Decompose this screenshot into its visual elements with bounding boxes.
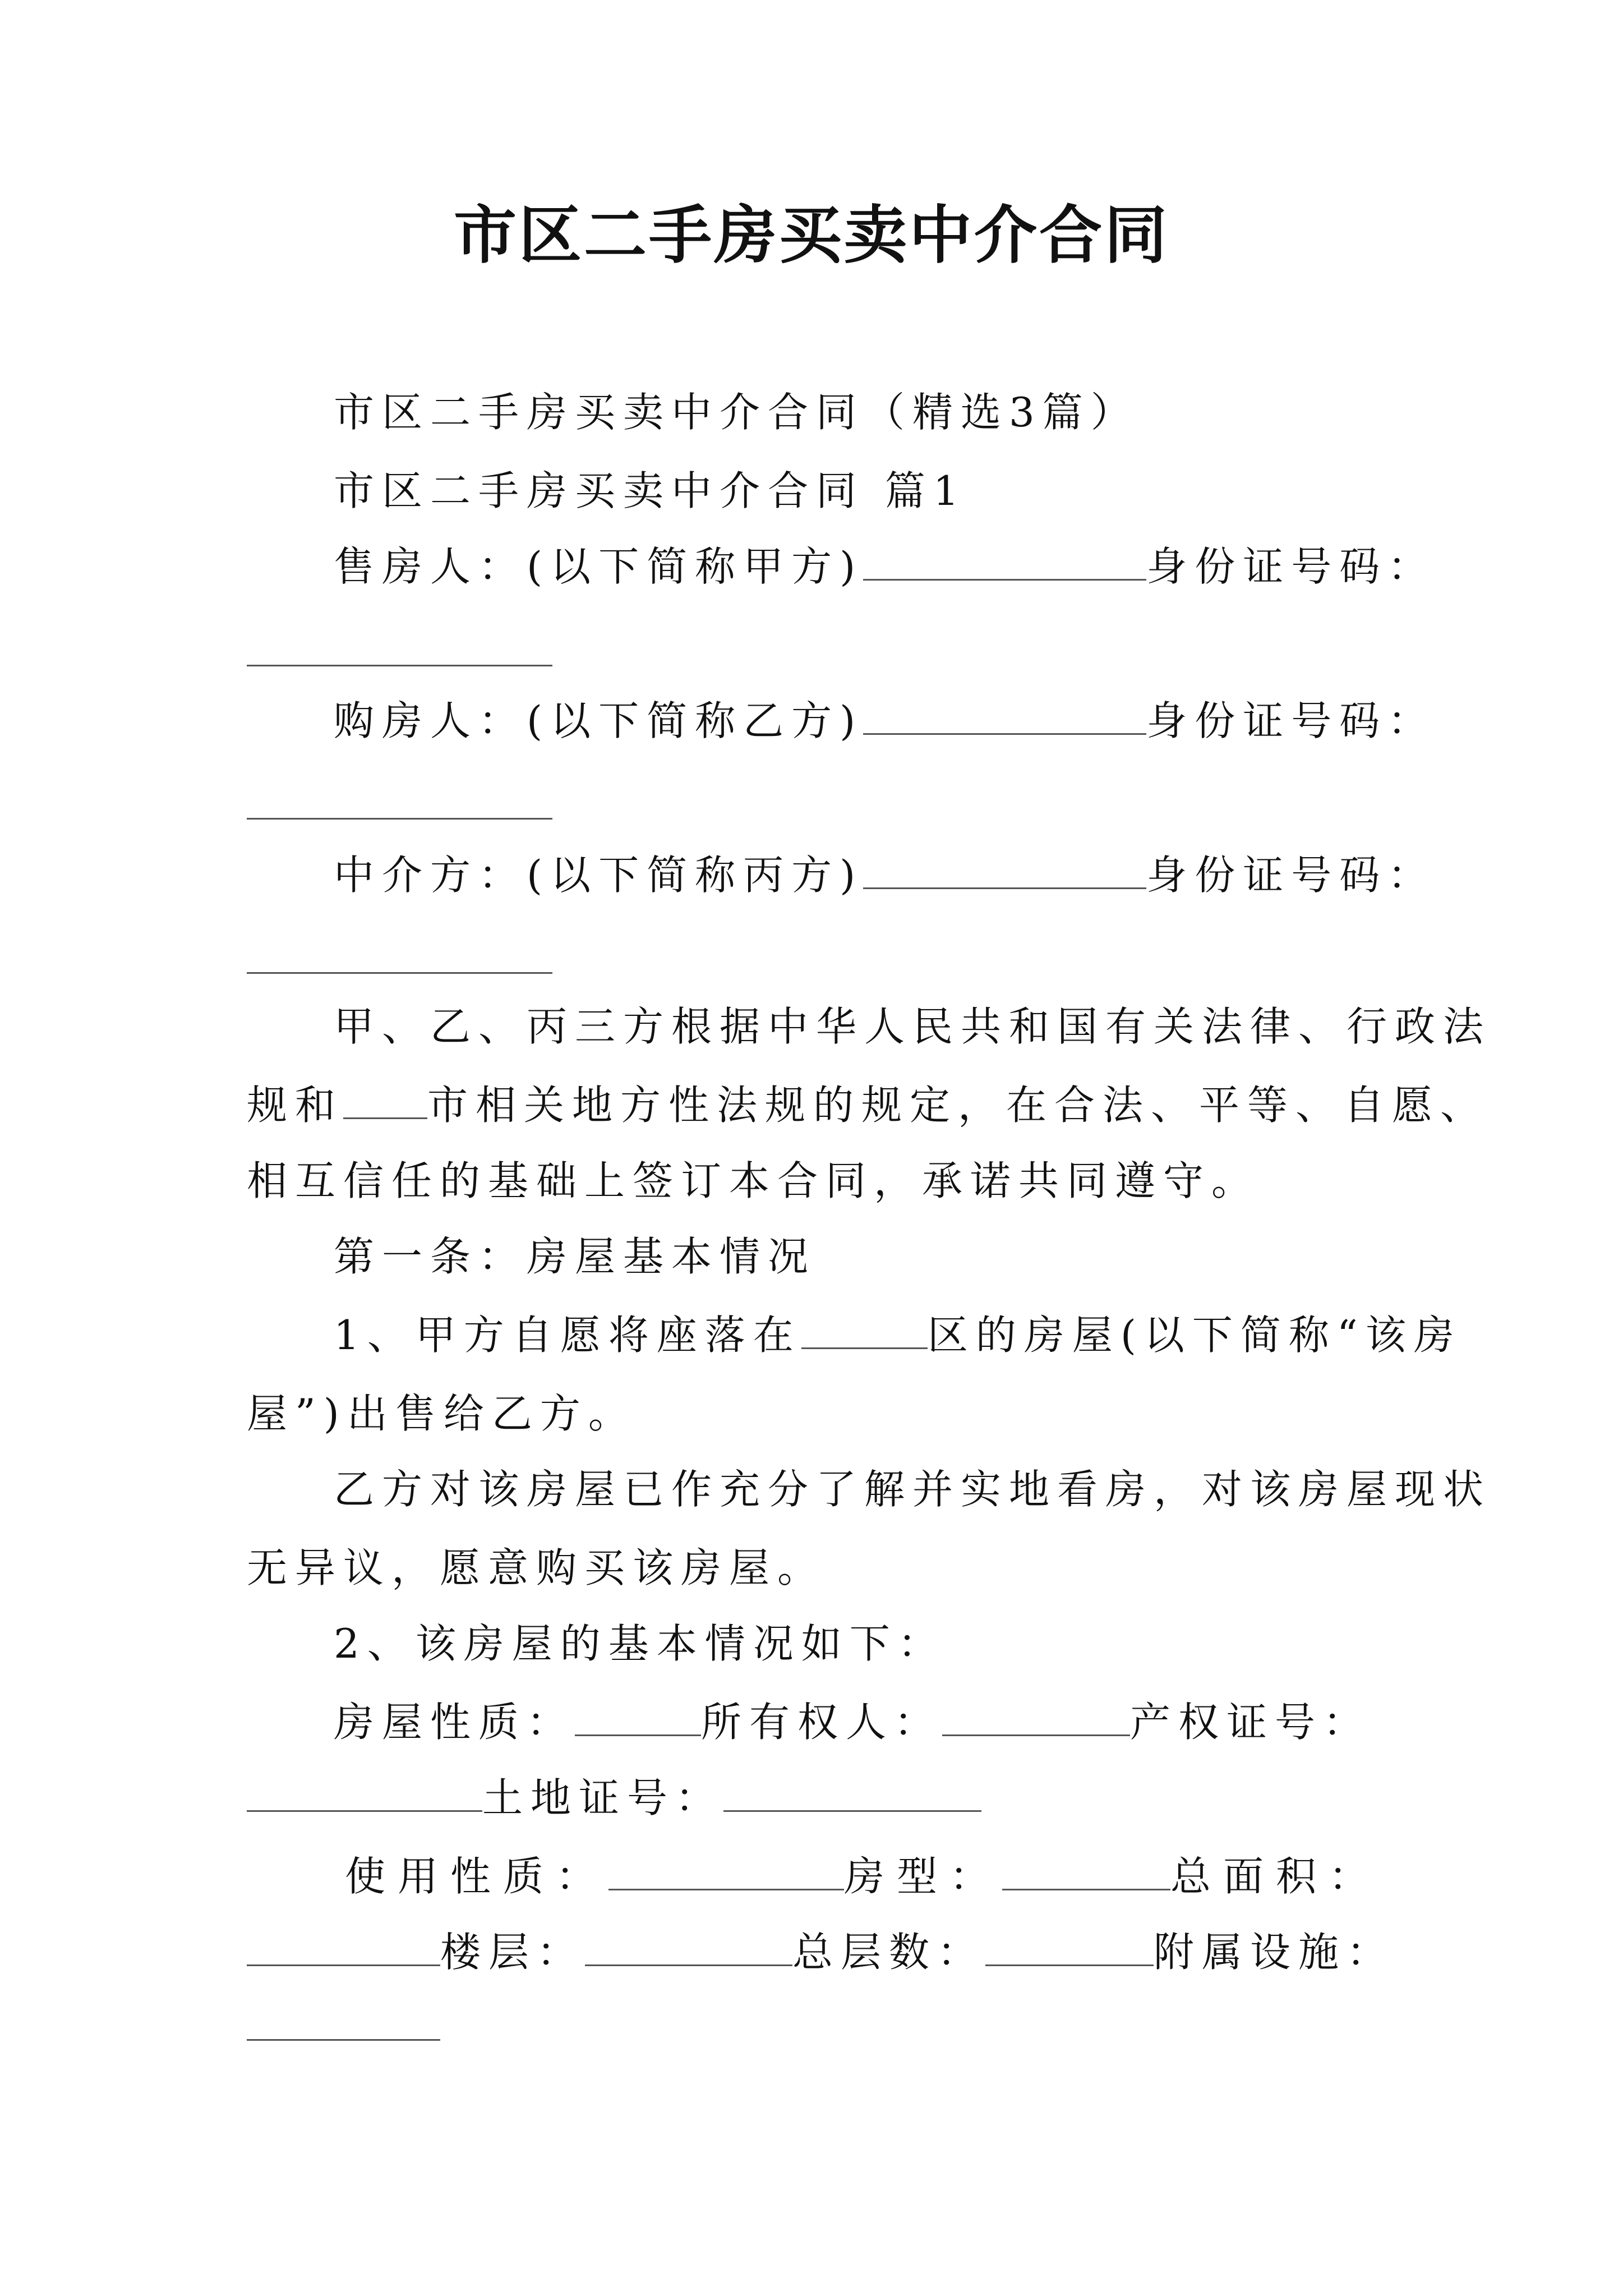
- seller-line: [334, 539, 1436, 595]
- preamble-line-2b: 市相关地方性法规的规定，在合法、平等、自愿、: [427, 1082, 1489, 1129]
- seller-id-label: 身份证号码：: [1146, 543, 1436, 590]
- item-1-text-a: 1、甲方自愿将座落在: [334, 1312, 801, 1359]
- field-facilities-label: 附属设施：: [1154, 1929, 1395, 1976]
- buyer-line: [334, 693, 1436, 749]
- article-1-heading: 第一条：房屋基本情况: [334, 1233, 817, 1280]
- agent-name-blank: [863, 851, 1146, 889]
- buyer-id-blank: [247, 818, 552, 820]
- article-1-para-b: 无异议，愿意购买该房屋。: [247, 1544, 826, 1591]
- field-facilities-blank: [247, 2039, 440, 2041]
- preamble-line-2: [247, 1077, 1488, 1133]
- field-land-label: 土地证号：: [482, 1774, 724, 1821]
- field-land-blank: [723, 1774, 981, 1812]
- agent-id-label: 身份证号码：: [1146, 852, 1436, 899]
- field-total-floors-blank: [985, 1928, 1154, 1966]
- field-floor-label: 楼层：: [440, 1929, 585, 1976]
- section-heading: 市区二手房买卖中介合同 篇1: [334, 467, 967, 514]
- field-nature-blank: [575, 1698, 701, 1736]
- preamble-line-3: 相互信任的基础上签订本合同，承诺共同遵守。: [247, 1157, 1260, 1204]
- field-cert-blank: [247, 1774, 482, 1812]
- buyer-label: 购房人：(以下简称乙方): [334, 697, 864, 744]
- field-cert-label: 产权证号：: [1130, 1699, 1372, 1746]
- document-title: 市区二手房买卖中介合同: [454, 199, 1169, 272]
- field-use-label: 使用性质：: [345, 1853, 609, 1900]
- district-blank: [801, 1311, 928, 1349]
- field-area-label: 总面积：: [1170, 1853, 1382, 1900]
- field-owner-label: 所有权人：: [701, 1699, 943, 1746]
- city-blank: [343, 1081, 427, 1119]
- preamble-line-2a: 规和: [247, 1082, 344, 1129]
- agent-id-blank: [247, 972, 552, 974]
- field-use-blank: [608, 1852, 844, 1890]
- field-type-label: 房型：: [844, 1853, 1003, 1900]
- buyer-id-label: 身份证号码：: [1146, 697, 1436, 744]
- article-1-item-1: [334, 1307, 1462, 1363]
- field-floor-blank: [585, 1928, 792, 1966]
- buyer-name-blank: [863, 697, 1146, 735]
- fields-row-4: [247, 1924, 1395, 1980]
- article-1-para-a: 乙方对该房屋已作充分了解并实地看房，对该房屋现状: [334, 1466, 1492, 1513]
- fields-row-2: [247, 1770, 981, 1826]
- field-type-blank: [1002, 1852, 1170, 1890]
- item-1-text-b: 区的房屋(以下简称“该房: [927, 1312, 1462, 1359]
- fields-row-1: [334, 1694, 1371, 1750]
- subtitle: 市区二手房买卖中介合同（精选3篇）: [334, 389, 1139, 436]
- agent-label: 中介方：(以下简称丙方): [334, 852, 864, 899]
- field-owner-blank: [942, 1698, 1130, 1736]
- agent-line: [334, 847, 1436, 903]
- seller-id-blank: [247, 665, 552, 666]
- article-1-item-2: 2、该房屋的基本情况如下：: [334, 1620, 946, 1667]
- fields-row-3: [345, 1848, 1381, 1904]
- seller-name-blank: [863, 542, 1146, 581]
- seller-label: 售房人：(以下简称甲方): [334, 543, 864, 590]
- preamble-line-1: 甲、乙、丙三方根据中华人民共和国有关法律、行政法: [334, 1003, 1492, 1050]
- article-1-item-1-cont: 屋”)出售给乙方。: [247, 1390, 637, 1437]
- field-area-blank: [247, 1928, 440, 1966]
- field-total-floors-label: 总层数：: [792, 1929, 986, 1976]
- field-nature-label: 房屋性质：: [334, 1699, 575, 1746]
